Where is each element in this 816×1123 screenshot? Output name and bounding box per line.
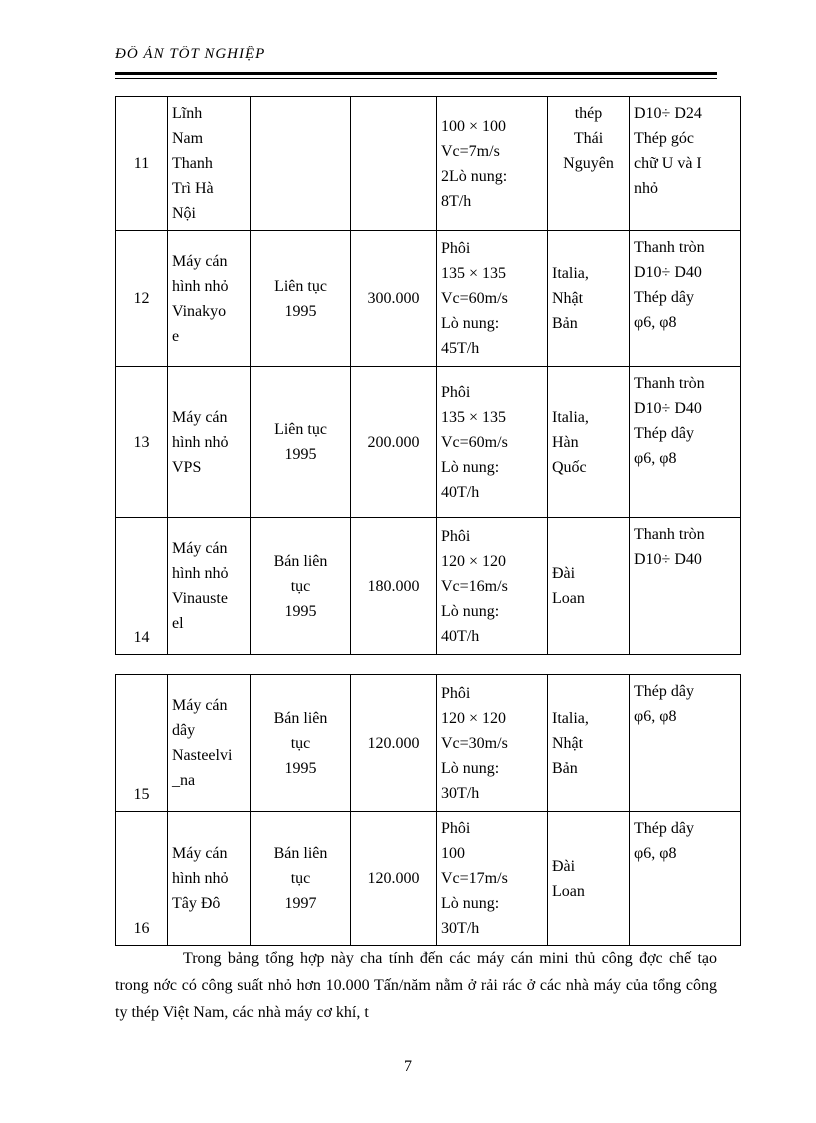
cell-line: el bbox=[172, 615, 184, 632]
capacity-cell: 200.000 bbox=[351, 367, 437, 518]
capacity-cell: 180.000 bbox=[351, 518, 437, 655]
specification-cell bbox=[437, 97, 548, 231]
cell-line: 45T/h bbox=[441, 340, 480, 357]
cell-line: 120 × 120 bbox=[441, 709, 507, 727]
cell-line: D10÷ D24 bbox=[634, 105, 702, 122]
cell-line: 100 × 100 bbox=[441, 117, 507, 135]
cell-line: 40T/h bbox=[441, 627, 480, 645]
cell-line: 1995 bbox=[284, 446, 317, 463]
specification-cell bbox=[437, 367, 548, 518]
cell-line: Đài bbox=[552, 565, 576, 582]
cell-line: Liên tục bbox=[274, 421, 327, 438]
cell-line: Thép dây bbox=[634, 683, 694, 700]
cell-line: hình nhỏ bbox=[172, 870, 229, 887]
cell-line: Hàn bbox=[552, 433, 579, 451]
cell-line: 2Lò nung: bbox=[441, 167, 508, 185]
cell-line: Italia, bbox=[552, 408, 589, 426]
cell-line: tục bbox=[290, 734, 311, 752]
paragraph-text: Trong bảng tổng hợp này cha tính đến các máy cán mini thủ công đợc chế tạo trong nớc có công suất nhỏ hơn 10.000 Tấn/năm nằm ở rải rác ở các nhà máy của tổng công ty thép Việt Nam, các nhà máy cơ khí, t bbox=[115, 950, 717, 1021]
cell-line: tục bbox=[290, 870, 311, 887]
cell-line: Vc=17m/s bbox=[441, 870, 508, 887]
cell-line: φ6, φ8 bbox=[634, 845, 677, 862]
cell-line: 1997 bbox=[284, 895, 317, 912]
cell-line: 135 × 135 bbox=[441, 408, 507, 426]
mill-name-cell bbox=[168, 231, 251, 367]
cell-line: Nam bbox=[172, 130, 204, 147]
cell-line: Bản bbox=[552, 759, 578, 777]
mill-type-year-cell bbox=[251, 367, 351, 518]
cell-line: Thép góc bbox=[634, 130, 694, 147]
cell-line: Vc=7m/s bbox=[441, 142, 500, 160]
product-cell bbox=[630, 231, 741, 367]
mill-type-year-cell bbox=[251, 231, 351, 367]
cell-line: Nasteelvi bbox=[172, 747, 233, 764]
product-cell bbox=[630, 812, 741, 946]
table-row bbox=[116, 367, 741, 518]
cell-line: Thanh tròn bbox=[634, 239, 705, 256]
table-row bbox=[116, 231, 741, 367]
cell-line: Loan bbox=[552, 882, 585, 900]
cell-line: Phôi bbox=[441, 383, 471, 401]
table-row bbox=[116, 675, 741, 812]
cell-line: Vinakyo bbox=[172, 302, 227, 320]
cell-line: Thép dây bbox=[634, 425, 694, 442]
cell-line: Nhật bbox=[552, 734, 584, 752]
cell-line: Vc=16m/s bbox=[441, 577, 508, 595]
cell-line: Phôi bbox=[441, 820, 471, 837]
cell-line: e bbox=[172, 327, 180, 345]
cell-line: D10÷ D40 bbox=[634, 264, 702, 281]
cell-line: Máy cán bbox=[172, 252, 228, 270]
specification-cell bbox=[437, 675, 548, 812]
cell-line: D10÷ D40 bbox=[634, 551, 702, 568]
cell-line: Lò nung: bbox=[441, 759, 500, 777]
product-cell bbox=[630, 367, 741, 518]
capacity-cell: 120.000 bbox=[351, 675, 437, 812]
capacity-cell bbox=[351, 97, 437, 231]
mill-name-cell bbox=[168, 675, 251, 812]
cell-line: 40T/h bbox=[441, 483, 480, 501]
cell-line: Italia, bbox=[552, 265, 589, 282]
cell-line: 30T/h bbox=[441, 784, 480, 802]
cell-line: Loan bbox=[552, 590, 585, 607]
cell-line: Liên tục bbox=[274, 277, 327, 295]
cell-line: Bản bbox=[552, 315, 578, 332]
cell-line: VPS bbox=[172, 458, 202, 476]
header-rule-thick bbox=[115, 72, 717, 75]
product-cell bbox=[630, 518, 741, 655]
mill-table-part-1 bbox=[115, 96, 741, 655]
row-number: 12 bbox=[116, 231, 168, 367]
cell-line: Vc=30m/s bbox=[441, 734, 508, 752]
cell-line: Vc=60m/s bbox=[441, 433, 508, 451]
cell-line: Bán liên bbox=[273, 552, 328, 570]
capacity-cell: 120.000 bbox=[351, 812, 437, 946]
page-header bbox=[115, 46, 717, 68]
product-cell bbox=[630, 675, 741, 812]
cell-line: Thanh tròn bbox=[634, 526, 705, 543]
cell-line: Phôi bbox=[441, 527, 471, 545]
cell-line: Bán liên bbox=[273, 845, 328, 862]
cell-line: Trì Hà bbox=[172, 180, 214, 197]
cell-line: φ6, φ8 bbox=[634, 450, 677, 467]
mill-name-cell bbox=[168, 367, 251, 518]
cell-line: Thanh tròn bbox=[634, 375, 705, 392]
body-paragraph bbox=[115, 945, 717, 1026]
cell-line: 135 × 135 bbox=[441, 265, 507, 282]
cell-line: φ6, φ8 bbox=[634, 708, 677, 725]
cell-line: 120 × 120 bbox=[441, 552, 507, 570]
cell-line: Vc=60m/s bbox=[441, 290, 508, 307]
origin-cell bbox=[548, 518, 630, 655]
origin-cell bbox=[548, 675, 630, 812]
specification-cell bbox=[437, 518, 548, 655]
table-row bbox=[116, 518, 741, 655]
header-title: ĐỒ ÁN TỐT NGHIỆP bbox=[115, 46, 266, 62]
cell-line: Máy cán bbox=[172, 540, 228, 557]
cell-line: dây bbox=[172, 722, 196, 739]
mill-name-cell bbox=[168, 97, 251, 231]
mill-type-year-cell bbox=[251, 675, 351, 812]
cell-line: Phôi bbox=[441, 240, 471, 257]
cell-line: Lĩnh bbox=[172, 105, 203, 122]
cell-line: Thép dây bbox=[634, 289, 694, 306]
cell-line: thép bbox=[574, 105, 603, 122]
cell-line: Máy cán bbox=[172, 845, 228, 862]
mill-type-year-cell bbox=[251, 518, 351, 655]
row-number: 14 bbox=[116, 518, 168, 655]
cell-line: hình nhỏ bbox=[172, 565, 229, 582]
cell-line: Nguyên bbox=[563, 155, 614, 172]
cell-line: hình nhỏ bbox=[172, 277, 229, 295]
origin-cell bbox=[548, 367, 630, 518]
cell-line: Nhật bbox=[552, 290, 584, 307]
cell-line: 100 bbox=[441, 845, 465, 862]
mill-name-cell bbox=[168, 812, 251, 946]
cell-line: Lò nung: bbox=[441, 458, 500, 476]
cell-line: Italia, bbox=[552, 709, 589, 727]
cell-line: 1995 bbox=[284, 759, 317, 777]
row-number: 13 bbox=[116, 367, 168, 518]
cell-line: Máy cán bbox=[172, 408, 228, 426]
row-number: 15 bbox=[116, 675, 168, 812]
cell-line: Bán liên bbox=[273, 709, 328, 727]
cell-line: Phôi bbox=[441, 684, 471, 702]
capacity-cell: 300.000 bbox=[351, 231, 437, 367]
mill-table-part-2 bbox=[115, 674, 741, 946]
cell-line: tục bbox=[290, 577, 311, 595]
product-cell bbox=[630, 97, 741, 231]
cell-line: Vinauste bbox=[172, 590, 228, 607]
cell-line: chữ U và I bbox=[634, 155, 702, 172]
cell-line: Thái bbox=[573, 130, 604, 147]
page-number: 7 bbox=[404, 1058, 412, 1075]
cell-line: _na bbox=[172, 772, 196, 789]
cell-line: 1995 bbox=[284, 602, 317, 620]
cell-line: Máy cán bbox=[172, 697, 228, 714]
cell-line: 30T/h bbox=[441, 920, 480, 937]
cell-line: φ6, φ8 bbox=[634, 314, 677, 331]
specification-cell bbox=[437, 812, 548, 946]
cell-line: nhỏ bbox=[634, 180, 658, 197]
origin-cell bbox=[548, 812, 630, 946]
cell-line: Đài bbox=[552, 857, 576, 875]
cell-line: hình nhỏ bbox=[172, 433, 229, 451]
cell-line: Nội bbox=[172, 205, 196, 222]
cell-line: 1995 bbox=[284, 302, 317, 320]
origin-cell bbox=[548, 231, 630, 367]
cell-line: Thanh bbox=[172, 155, 213, 172]
cell-line: Thép dây bbox=[634, 820, 694, 837]
cell-line: Tây Đô bbox=[172, 895, 221, 912]
row-number: 11 bbox=[116, 97, 168, 231]
mill-type-year-cell bbox=[251, 97, 351, 231]
cell-line: 8T/h bbox=[441, 192, 472, 210]
cell-line: D10÷ D40 bbox=[634, 400, 702, 417]
origin-cell bbox=[548, 97, 630, 231]
table-row bbox=[116, 97, 741, 231]
mill-type-year-cell bbox=[251, 812, 351, 946]
table-row bbox=[116, 812, 741, 946]
cell-line: Lò nung: bbox=[441, 315, 500, 332]
cell-line: Lò nung: bbox=[441, 602, 500, 620]
header-rule-thin bbox=[115, 78, 717, 79]
specification-cell bbox=[437, 231, 548, 367]
cell-line: Lò nung: bbox=[441, 895, 500, 912]
mill-name-cell bbox=[168, 518, 251, 655]
row-number: 16 bbox=[116, 812, 168, 946]
cell-line: Quốc bbox=[552, 458, 587, 476]
